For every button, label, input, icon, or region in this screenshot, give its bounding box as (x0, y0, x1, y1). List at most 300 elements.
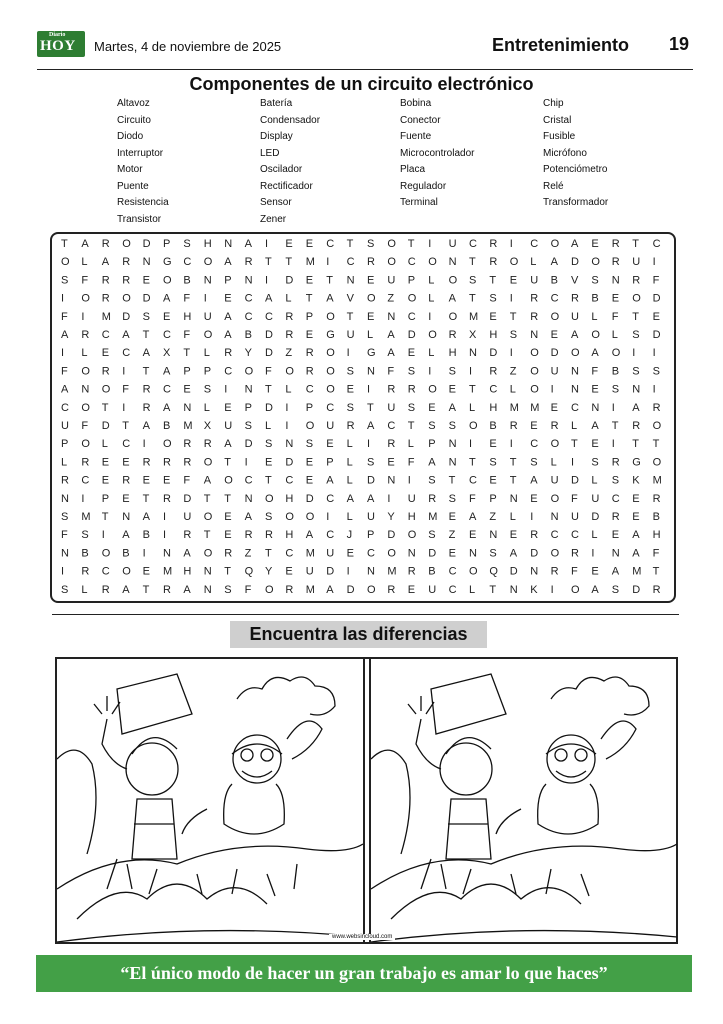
grid-letter[interactable]: A (346, 492, 354, 505)
grid-letter[interactable]: L (428, 292, 435, 305)
grid-letter[interactable]: C (346, 256, 355, 269)
grid-letter[interactable]: I (285, 401, 289, 414)
grid-letter[interactable]: C (244, 310, 253, 323)
grid-letter[interactable]: D (326, 565, 335, 578)
grid-letter[interactable]: S (591, 274, 599, 287)
grid-letter[interactable]: A (367, 420, 375, 432)
grid-letter[interactable]: B (652, 511, 660, 523)
grid-letter[interactable]: U (550, 365, 559, 378)
grid-letter[interactable]: A (142, 420, 150, 432)
grid-letter[interactable]: O (122, 238, 131, 250)
grid-letter[interactable]: E (346, 547, 354, 560)
grid-letter[interactable]: L (611, 329, 618, 341)
grid-letter[interactable]: H (183, 565, 192, 578)
grid-letter[interactable]: O (530, 383, 539, 396)
grid-letter[interactable]: I (530, 511, 534, 523)
grid-letter[interactable]: M (305, 547, 315, 560)
grid-letter[interactable]: L (509, 511, 516, 523)
grid-letter[interactable]: D (571, 474, 579, 487)
grid-letter[interactable]: C (448, 565, 457, 578)
original-picture[interactable] (57, 659, 365, 942)
grid-letter[interactable]: D (367, 474, 375, 487)
grid-letter[interactable]: I (244, 456, 248, 469)
grid-letter[interactable]: R (305, 365, 314, 378)
grid-letter[interactable]: C (550, 529, 559, 542)
grid-letter[interactable]: E (305, 474, 314, 487)
grid-letter[interactable]: A (163, 292, 171, 305)
grid-letter[interactable]: N (346, 274, 355, 287)
grid-letter[interactable]: U (591, 492, 600, 505)
grid-letter[interactable]: L (571, 420, 578, 432)
grid-letter[interactable]: U (346, 329, 355, 341)
grid-letter[interactable]: I (101, 529, 105, 542)
grid-letter[interactable]: A (163, 365, 171, 378)
grid-letter[interactable]: O (122, 292, 131, 305)
grid-letter[interactable]: A (61, 329, 69, 341)
grid-letter[interactable]: A (632, 529, 640, 542)
grid-letter[interactable]: S (428, 474, 436, 487)
grid-letter[interactable]: L (346, 438, 353, 451)
grid-letter[interactable]: B (142, 529, 150, 542)
grid-letter[interactable]: E (407, 583, 416, 596)
grid-letter[interactable]: R (387, 583, 396, 596)
grid-letter[interactable]: S (632, 329, 640, 341)
grid-letter[interactable]: O (428, 329, 437, 341)
grid-letter[interactable]: I (428, 238, 432, 250)
grid-letter[interactable]: M (101, 310, 111, 323)
grid-letter[interactable]: Y (387, 511, 395, 523)
grid-letter[interactable]: O (81, 365, 90, 378)
grid-letter[interactable]: D (550, 347, 559, 360)
grid-letter[interactable]: D (101, 420, 110, 432)
grid-letter[interactable]: S (244, 420, 252, 432)
grid-letter[interactable]: A (591, 420, 599, 432)
grid-letter[interactable]: T (448, 474, 456, 487)
grid-letter[interactable]: T (632, 310, 639, 323)
grid-letter[interactable]: F (407, 456, 415, 469)
grid-letter[interactable]: O (652, 456, 662, 469)
grid-letter[interactable]: E (448, 511, 456, 523)
grid-letter[interactable]: R (387, 383, 396, 396)
grid-letter[interactable]: N (203, 583, 212, 596)
grid-letter[interactable]: X (163, 347, 171, 360)
grid-letter[interactable]: Z (285, 347, 293, 360)
grid-letter[interactable]: P (61, 438, 69, 451)
grid-letter[interactable]: Z (448, 529, 456, 542)
grid-letter[interactable]: U (387, 274, 396, 287)
grid-letter[interactable]: O (81, 292, 90, 305)
grid-letter[interactable]: O (387, 256, 396, 269)
grid-letter[interactable]: E (305, 329, 314, 341)
grid-letter[interactable]: I (591, 547, 595, 560)
grid-letter[interactable]: A (448, 401, 456, 414)
grid-letter[interactable]: S (61, 274, 69, 287)
grid-letter[interactable]: Z (509, 365, 517, 378)
grid-letter[interactable]: R (101, 292, 110, 305)
grid-letter[interactable]: I (407, 474, 411, 487)
grid-letter[interactable]: T (224, 565, 231, 578)
grid-letter[interactable]: Y (244, 347, 252, 360)
grid-letter[interactable]: C (326, 529, 335, 542)
grid-letter[interactable]: I (265, 274, 269, 287)
grid-letter[interactable]: H (203, 238, 212, 250)
grid-letter[interactable]: P (244, 401, 252, 414)
grid-letter[interactable]: C (367, 547, 375, 560)
grid-letter[interactable]: O (367, 583, 376, 596)
grid-letter[interactable]: R (652, 492, 661, 505)
grid-letter[interactable]: N (509, 492, 518, 505)
grid-letter[interactable]: A (571, 329, 579, 341)
grid-letter[interactable]: E (224, 529, 232, 542)
grid-letter[interactable]: S (61, 583, 69, 596)
grid-letter[interactable]: O (101, 383, 111, 396)
grid-letter[interactable]: L (550, 456, 557, 469)
grid-letter[interactable]: M (469, 310, 479, 323)
grid-letter[interactable]: E (305, 274, 314, 287)
grid-letter[interactable]: R (142, 456, 151, 469)
grid-letter[interactable]: F (122, 383, 129, 396)
grid-letter[interactable]: L (203, 401, 210, 414)
grid-letter[interactable]: T (265, 256, 272, 269)
grid-letter[interactable]: S (591, 456, 599, 469)
grid-letter[interactable]: N (448, 438, 457, 451)
grid-letter[interactable]: P (224, 274, 232, 287)
grid-letter[interactable]: E (509, 529, 518, 542)
grid-letter[interactable]: S (346, 401, 354, 414)
grid-letter[interactable]: I (122, 365, 126, 378)
grid-letter[interactable]: A (367, 492, 375, 505)
grid-letter[interactable]: L (81, 347, 88, 360)
grid-letter[interactable]: O (163, 274, 172, 287)
grid-letter[interactable]: A (611, 565, 620, 578)
grid-letter[interactable]: R (611, 456, 620, 469)
grid-letter[interactable]: S (448, 365, 456, 378)
grid-letter[interactable]: C (244, 292, 253, 305)
grid-letter[interactable]: S (489, 292, 497, 305)
grid-letter[interactable]: A (550, 256, 558, 269)
grid-letter[interactable]: E (550, 401, 558, 414)
grid-letter[interactable]: R (122, 474, 131, 487)
grid-letter[interactable]: M (183, 420, 193, 432)
grid-letter[interactable]: L (469, 401, 476, 414)
grid-letter[interactable]: A (530, 474, 538, 487)
grid-letter[interactable]: A (509, 547, 518, 560)
grid-letter[interactable]: E (122, 492, 130, 505)
grid-letter[interactable]: M (387, 565, 397, 578)
grid-letter[interactable]: C (571, 529, 579, 542)
grid-letter[interactable]: B (81, 547, 89, 560)
grid-letter[interactable]: S (632, 365, 640, 378)
grid-letter[interactable]: O (530, 347, 539, 360)
grid-letter[interactable]: O (163, 438, 172, 451)
grid-letter[interactable]: E (285, 565, 293, 578)
grid-letter[interactable]: C (122, 347, 131, 360)
grid-letter[interactable]: I (428, 310, 432, 323)
grid-letter[interactable]: A (81, 238, 89, 250)
grid-letter[interactable]: E (591, 565, 599, 578)
grid-letter[interactable]: C (61, 401, 69, 414)
grid-letter[interactable]: E (387, 456, 395, 469)
grid-letter[interactable]: F (61, 529, 68, 542)
grid-letter[interactable]: C (285, 474, 294, 487)
grid-letter[interactable]: R (346, 420, 355, 432)
grid-letter[interactable]: F (183, 292, 191, 305)
grid-letter[interactable]: I (81, 310, 85, 323)
grid-letter[interactable]: R (387, 438, 396, 451)
grid-letter[interactable]: L (346, 511, 353, 523)
grid-letter[interactable]: C (163, 329, 171, 341)
grid-letter[interactable]: U (571, 511, 579, 523)
grid-letter[interactable]: V (571, 274, 579, 287)
grid-letter[interactable]: I (61, 292, 65, 305)
grid-letter[interactable]: E (285, 238, 293, 250)
grid-letter[interactable]: R (183, 456, 192, 469)
grid-letter[interactable]: S (428, 529, 436, 542)
grid-letter[interactable]: R (101, 365, 110, 378)
grid-letter[interactable]: C (305, 383, 314, 396)
grid-letter[interactable]: F (244, 583, 252, 596)
grid-letter[interactable]: E (163, 474, 171, 487)
grid-letter[interactable]: D (489, 347, 498, 360)
grid-letter[interactable]: R (163, 456, 171, 469)
grid-letter[interactable]: P (183, 365, 191, 378)
grid-letter[interactable]: R (489, 256, 498, 269)
grid-letter[interactable]: H (407, 511, 416, 523)
grid-letter[interactable]: C (469, 474, 477, 487)
grid-letter[interactable]: L (101, 438, 108, 451)
grid-letter[interactable]: O (591, 256, 600, 269)
grid-letter[interactable]: I (632, 347, 636, 360)
grid-letter[interactable]: O (387, 547, 396, 560)
grid-letter[interactable]: O (448, 274, 458, 287)
grid-letter[interactable]: B (122, 547, 130, 560)
grid-letter[interactable]: A (122, 329, 130, 341)
grid-letter[interactable]: C (326, 401, 335, 414)
grid-letter[interactable]: R (101, 238, 110, 250)
grid-letter[interactable]: R (285, 329, 294, 341)
grid-letter[interactable]: R (611, 256, 620, 269)
grid-letter[interactable]: D (632, 583, 641, 596)
grid-letter[interactable]: T (652, 565, 660, 578)
grid-letter[interactable]: N (183, 401, 192, 414)
grid-letter[interactable]: F (183, 329, 191, 341)
grid-letter[interactable]: O (550, 438, 560, 451)
grid-letter[interactable]: U (530, 274, 539, 287)
grid-letter[interactable]: S (305, 438, 314, 451)
grid-letter[interactable]: E (489, 310, 497, 323)
grid-letter[interactable]: T (122, 420, 129, 432)
grid-letter[interactable]: R (163, 492, 171, 505)
grid-letter[interactable]: M (428, 511, 438, 523)
grid-letter[interactable]: E (367, 310, 375, 323)
grid-letter[interactable]: A (632, 547, 640, 560)
grid-letter[interactable]: F (571, 565, 578, 578)
grid-letter[interactable]: Q (489, 565, 498, 578)
grid-letter[interactable]: D (285, 456, 294, 469)
grid-letter[interactable]: N (367, 365, 375, 378)
grid-letter[interactable]: M (305, 583, 315, 596)
grid-letter[interactable]: E (428, 401, 436, 414)
grid-letter[interactable]: P (163, 238, 171, 250)
grid-letter[interactable]: T (101, 511, 109, 523)
grid-letter[interactable]: M (509, 401, 519, 414)
grid-letter[interactable]: T (305, 292, 313, 305)
grid-letter[interactable]: K (632, 474, 640, 487)
grid-letter[interactable]: E (224, 401, 232, 414)
grid-letter[interactable]: I (326, 511, 330, 523)
grid-letter[interactable]: T (101, 401, 109, 414)
grid-letter[interactable]: E (530, 420, 538, 432)
grid-letter[interactable]: E (530, 492, 538, 505)
grid-letter[interactable]: C (652, 238, 661, 250)
grid-letter[interactable]: R (611, 238, 620, 250)
grid-letter[interactable]: P (101, 492, 110, 505)
grid-letter[interactable]: S (142, 310, 150, 323)
grid-letter[interactable]: N (122, 511, 131, 523)
grid-letter[interactable]: R (428, 492, 437, 505)
grid-letter[interactable]: S (367, 238, 375, 250)
grid-letter[interactable]: T (285, 256, 293, 269)
grid-letter[interactable]: N (81, 383, 90, 396)
grid-letter[interactable]: I (224, 383, 228, 396)
grid-letter[interactable]: G (163, 256, 172, 269)
grid-letter[interactable]: S (81, 529, 89, 542)
grid-letter[interactable]: R (509, 420, 518, 432)
grid-letter[interactable]: A (122, 529, 130, 542)
grid-letter[interactable]: A (101, 256, 110, 269)
grid-letter[interactable]: R (142, 383, 151, 396)
grid-letter[interactable]: O (469, 420, 478, 432)
grid-letter[interactable]: E (163, 310, 171, 323)
grid-letter[interactable]: O (530, 365, 539, 378)
grid-letter[interactable]: N (387, 474, 396, 487)
grid-letter[interactable]: L (407, 438, 414, 451)
grid-letter[interactable]: C (81, 474, 90, 487)
grid-letter[interactable]: F (571, 492, 578, 505)
grid-letter[interactable]: R (550, 420, 559, 432)
grid-letter[interactable]: O (285, 511, 294, 523)
grid-letter[interactable]: E (489, 474, 497, 487)
grid-letter[interactable]: T (224, 492, 231, 505)
grid-letter[interactable]: C (101, 565, 110, 578)
grid-letter[interactable]: N (489, 529, 498, 542)
grid-letter[interactable]: N (244, 492, 253, 505)
grid-letter[interactable]: D (265, 347, 273, 360)
grid-letter[interactable]: C (611, 492, 620, 505)
grid-letter[interactable]: J (346, 529, 353, 542)
grid-letter[interactable]: N (244, 274, 253, 287)
grid-letter[interactable]: R (550, 565, 559, 578)
grid-letter[interactable]: N (632, 383, 641, 396)
grid-letter[interactable]: S (652, 365, 660, 378)
grid-letter[interactable]: I (652, 383, 656, 396)
grid-letter[interactable]: A (326, 292, 334, 305)
grid-letter[interactable]: I (285, 420, 289, 432)
grid-letter[interactable]: E (122, 456, 130, 469)
grid-letter[interactable]: Q (244, 565, 254, 578)
grid-letter[interactable]: L (346, 474, 353, 487)
grid-letter[interactable]: X (469, 329, 477, 341)
grid-letter[interactable]: R (407, 383, 416, 396)
grid-letter[interactable]: A (265, 292, 273, 305)
grid-letter[interactable]: U (448, 238, 457, 250)
grid-letter[interactable]: S (224, 583, 232, 596)
grid-letter[interactable]: H (285, 492, 294, 505)
grid-letter[interactable]: A (591, 347, 599, 360)
grid-letter[interactable]: S (265, 438, 273, 451)
grid-letter[interactable]: F (81, 274, 89, 287)
grid-letter[interactable]: N (407, 547, 416, 560)
grid-letter[interactable]: C (163, 383, 171, 396)
grid-letter[interactable]: O (326, 347, 335, 360)
grid-letter[interactable]: O (367, 292, 376, 305)
grid-letter[interactable]: U (183, 511, 192, 523)
grid-letter[interactable]: M (632, 565, 642, 578)
grid-letter[interactable]: I (163, 529, 167, 542)
grid-letter[interactable]: T (224, 456, 231, 469)
grid-letter[interactable]: H (183, 310, 192, 323)
grid-letter[interactable]: T (142, 365, 150, 378)
grid-letter[interactable]: I (387, 492, 391, 505)
grid-letter[interactable]: B (163, 420, 171, 432)
grid-letter[interactable]: A (224, 256, 232, 269)
grid-letter[interactable]: T (571, 438, 578, 451)
grid-letter[interactable]: I (509, 238, 513, 250)
grid-letter[interactable]: T (611, 420, 619, 432)
grid-letter[interactable]: I (367, 383, 371, 396)
grid-letter[interactable]: R (448, 329, 457, 341)
grid-letter[interactable]: E (591, 238, 599, 250)
grid-letter[interactable]: T (632, 438, 639, 451)
grid-letter[interactable]: L (61, 456, 68, 469)
grid-letter[interactable]: L (285, 383, 292, 396)
grid-letter[interactable]: C (326, 238, 335, 250)
grid-letter[interactable]: C (407, 310, 416, 323)
grid-letter[interactable]: E (448, 383, 456, 396)
grid-letter[interactable]: L (591, 529, 598, 542)
grid-letter[interactable]: F (469, 492, 476, 505)
grid-letter[interactable]: A (469, 511, 477, 523)
grid-letter[interactable]: O (632, 292, 641, 305)
grid-letter[interactable]: A (142, 511, 150, 523)
grid-letter[interactable]: T (509, 474, 517, 487)
grid-letter[interactable]: R (407, 565, 416, 578)
grid-letter[interactable]: I (367, 438, 371, 451)
grid-letter[interactable]: P (428, 438, 436, 451)
grid-letter[interactable]: D (571, 256, 579, 269)
grid-letter[interactable]: E (407, 347, 416, 360)
grid-letter[interactable]: A (163, 401, 171, 414)
grid-letter[interactable]: F (611, 310, 619, 323)
grid-letter[interactable]: T (203, 529, 211, 542)
grid-letter[interactable]: B (244, 329, 252, 341)
grid-letter[interactable]: F (61, 365, 68, 378)
grid-letter[interactable]: O (571, 583, 580, 596)
grid-letter[interactable]: U (571, 310, 579, 323)
grid-letter[interactable]: O (326, 310, 335, 323)
grid-letter[interactable]: C (387, 420, 396, 432)
grid-letter[interactable]: A (448, 292, 456, 305)
grid-letter[interactable]: R (285, 310, 294, 323)
grid-letter[interactable]: I (203, 292, 207, 305)
grid-letter[interactable]: O (326, 383, 335, 396)
grid-letter[interactable]: O (203, 256, 213, 269)
grid-letter[interactable]: B (550, 274, 558, 287)
grid-letter[interactable]: B (489, 420, 497, 432)
grid-letter[interactable]: R (101, 583, 110, 596)
grid-letter[interactable]: O (571, 347, 580, 360)
grid-letter[interactable]: H (489, 329, 498, 341)
